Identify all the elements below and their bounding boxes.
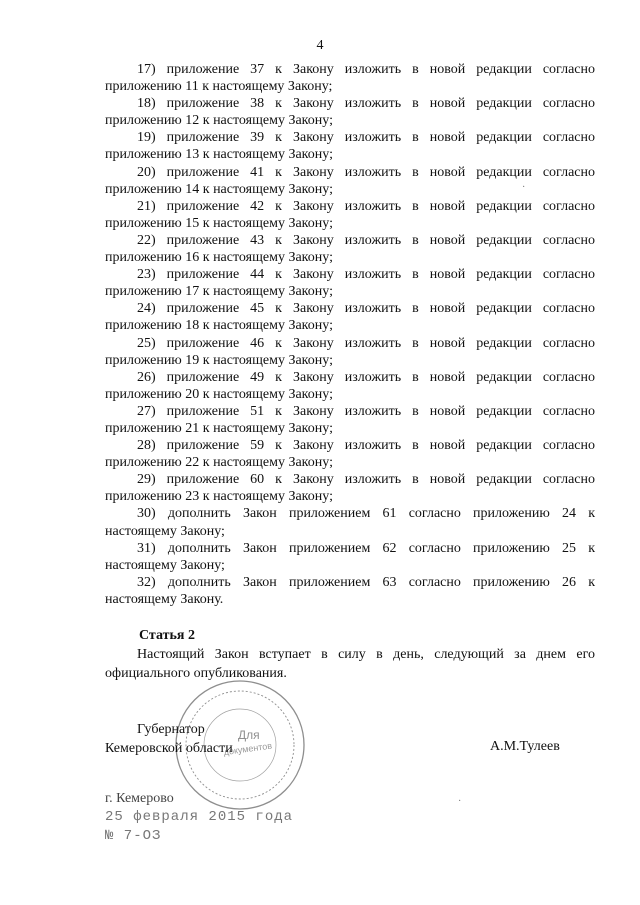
list-item (105, 471, 595, 505)
list-item-line: 17) приложение 37 к Закону изложить в новой редакции согласно (137, 62, 595, 77)
article-text-line: официального опубликования. (105, 666, 287, 681)
list-item-line: приложению 19 к настоящему Закону; (105, 352, 333, 368)
list-item-line: приложению 23 к настоящему Закону; (105, 489, 333, 505)
list-item (105, 369, 595, 403)
list-item-line: 22) приложение 43 к Закону изложить в новой редакции согласно (137, 232, 595, 248)
list-item-line: 24) приложение 45 к Закону изложить в новой редакции согласно (137, 301, 595, 317)
list-item-line: 19) приложение 39 к Закону изложить в новой редакции согласно (137, 130, 595, 146)
list-item (105, 232, 595, 266)
signature-title: Губернатор (137, 722, 205, 737)
list-item-line: приложению 15 к настоящему Закону; (105, 215, 333, 231)
list-item-line: приложению 11 к настоящему Закону; (105, 79, 333, 95)
list-item-line: приложению 13 к настоящему Закону; (105, 147, 333, 163)
list-item-line: приложению 16 к настоящему Закону; (105, 250, 333, 266)
list-item-line: 27) приложение 51 к Закону изложить в новой редакции согласно (137, 403, 595, 419)
list-item (105, 437, 595, 471)
list-item-line: приложению 20 к настоящему Закону; (105, 386, 333, 402)
footer (105, 789, 293, 846)
svg-text:документов: документов (223, 740, 273, 758)
list-item (105, 266, 595, 300)
list-item-line: 29) приложение 60 к Закону изложить в новой редакции согласно (137, 472, 595, 488)
list-item-line: 28) приложение 59 к Закону изложить в новой редакции согласно (137, 438, 595, 454)
list-item (105, 540, 595, 574)
footer-number: № 7-ОЗ (105, 828, 162, 844)
list-item-line: 31) дополнить Закон приложением 62 согласно приложению 25 к (137, 540, 595, 556)
list-item-line: 20) приложение 41 к Закону изложить в новой редакции согласно (137, 164, 595, 180)
list-item-line: 32) дополнить Закон приложением 63 согласно приложению 26 к (137, 574, 595, 590)
list-item (105, 198, 595, 232)
list-item (105, 61, 595, 95)
list-item (105, 129, 595, 163)
list-item-line: приложению 22 к настоящему Закону; (105, 455, 333, 471)
list-item-line: 30) дополнить Закон приложением 61 согласно приложению 24 к (137, 506, 595, 522)
list-item-line: приложению 12 к настоящему Закону; (105, 113, 333, 129)
article-title: Статья 2 (139, 628, 195, 643)
list-item-line: 21) приложение 42 к Закону изложить в новой редакции согласно (137, 198, 595, 214)
list-item-line: приложению 17 к настоящему Закону; (105, 284, 333, 300)
list-item (105, 574, 595, 608)
list-item-line: 26) приложение 49 к Закону изложить в новой редакции согласно (137, 369, 595, 385)
list-item-line: настоящему Закону; (105, 523, 225, 539)
list-item (105, 505, 595, 539)
list-item-line: приложению 18 к настоящему Закону; (105, 318, 333, 334)
footer-city: г. Кемерово (105, 791, 174, 806)
stamp-text: Для (238, 728, 260, 742)
list-item-line: 25) приложение 46 к Закону изложить в новой редакции согласно (137, 335, 595, 351)
list-item-line: настоящему Закону; (105, 557, 225, 573)
list-item (105, 403, 595, 437)
list-item-line: 18) приложение 38 к Закону изложить в новой редакции согласно (137, 96, 595, 112)
amendment-list (105, 61, 595, 608)
signature-region: Кемеровской области (105, 741, 233, 756)
list-item (105, 335, 595, 369)
list-item (105, 95, 595, 129)
list-item-line: приложению 14 к настоящему Закону; (105, 181, 333, 197)
list-item-line: настоящему Закону. (105, 591, 224, 607)
list-item-line: приложению 21 к настоящему Закону; (105, 420, 333, 436)
article-text-line: Настоящий Закон вступает в силу в день, следующий за днем его (137, 647, 595, 662)
list-item-line: 23) приложение 44 к Закону изложить в новой редакции согласно (137, 267, 595, 283)
page-number: 4 (316, 38, 324, 53)
signature-block (105, 720, 233, 758)
signatory-name: А.М.Тулеев (490, 739, 560, 754)
list-item (105, 300, 595, 334)
footer-date: 25 февраля 2015 года (105, 809, 294, 825)
